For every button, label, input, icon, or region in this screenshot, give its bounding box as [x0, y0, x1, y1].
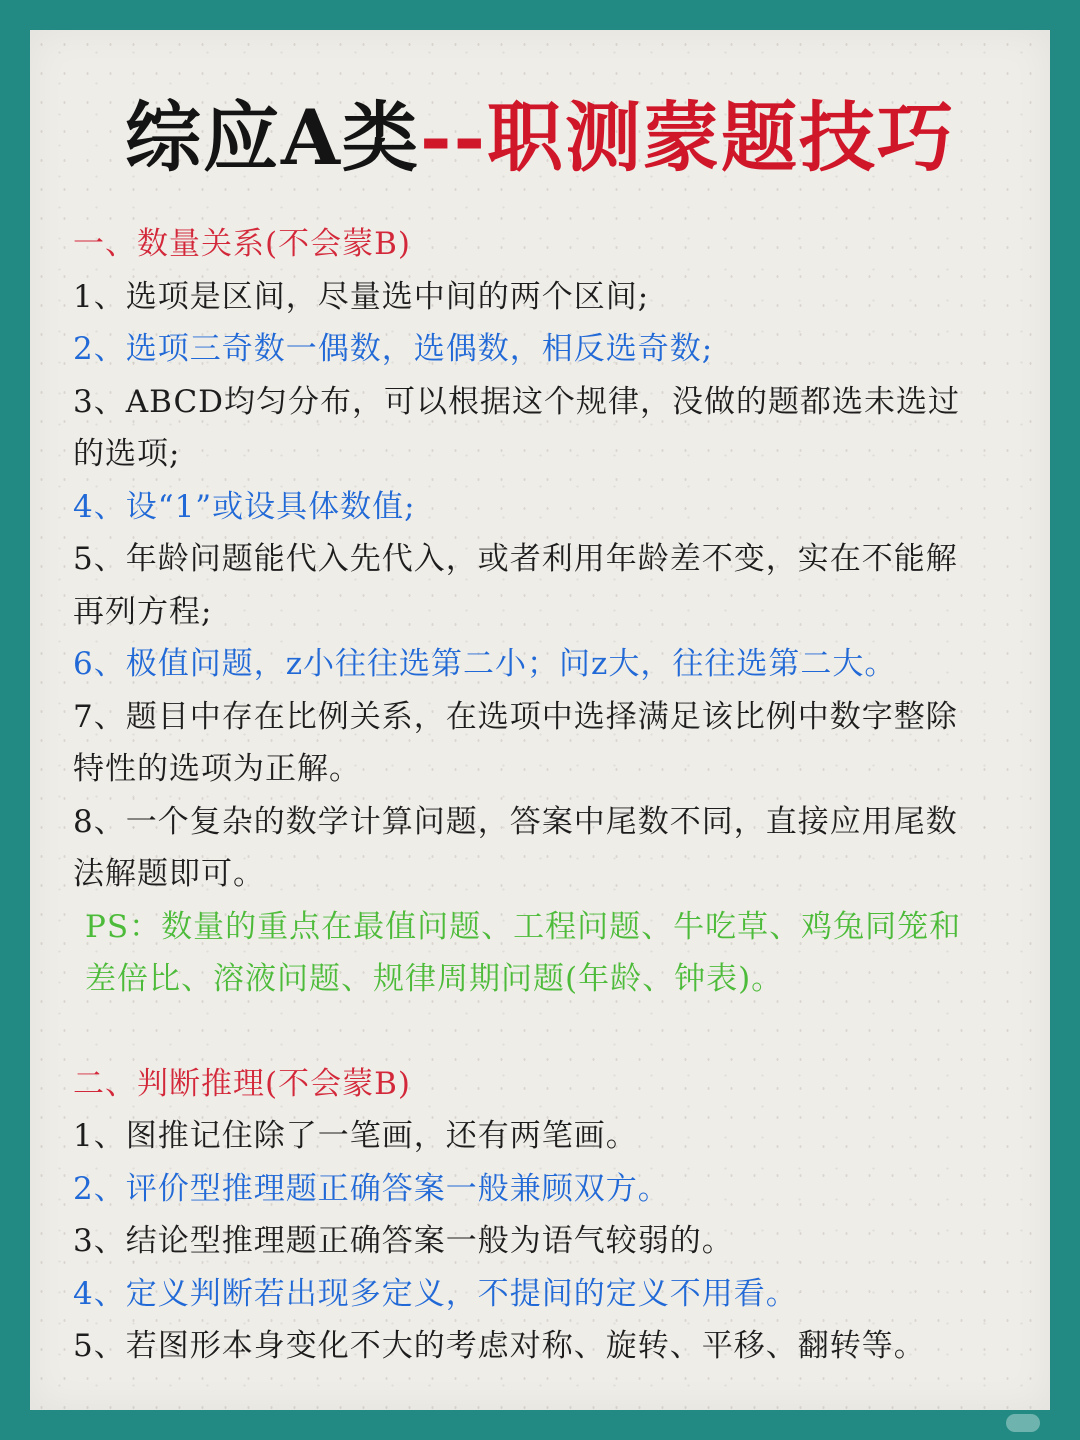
list-item: 1、图推记住除了一笔画，还有两笔画。 — [73, 1118, 638, 1154]
list-item: 3、结论型推理题正确答案一般为语气较弱的。 — [73, 1223, 734, 1259]
section-heading-quantity: 一、数量关系(不会蒙B) — [73, 226, 411, 262]
list-item: 2、评价型推理题正确答案一般兼顾双方。 — [73, 1170, 670, 1207]
list-item: 7、题目中存在比例关系，在选项中选择满足该比例中数字整除特性的选项为正解。 — [73, 698, 958, 787]
list-item: 4、设“1”或设具体数值; — [73, 488, 416, 525]
list-item: 3、ABCD均匀分布，可以根据这个规律，没做的题都选未选过的选项; — [73, 383, 961, 472]
list-item: 5、年龄问题能代入先代入，或者利用年龄差不变，实在不能解再列方程; — [73, 541, 958, 630]
content-body — [73, 218, 988, 1373]
title-main: 综应A类 — [124, 93, 420, 182]
list-item: 8、一个复杂的数学计算问题，答案中尾数不同，直接应用尾数法解题即可。 — [73, 803, 958, 892]
list-item: 6、极值问题，z小往往选第二小；问z大，往往选第二大。 — [73, 646, 897, 682]
list-item: 2、选项三奇数一偶数，选偶数，相反选奇数; — [73, 331, 714, 367]
title-sub: --职测蒙题技巧 — [419, 93, 956, 182]
page-title — [0, 88, 1080, 188]
list-item: 1、选项是区间，尽量选中间的两个区间; — [73, 278, 650, 315]
section-gap — [73, 1006, 988, 1058]
ps-note: PS：数量的重点在最值问题、工程问题、牛吃草、鸡兔同笼和差倍比、溶液问题、规律周期问题(年龄、钟表)。 — [85, 908, 962, 997]
list-item: 4、定义判断若出现多定义，不提间的定义不用看。 — [73, 1275, 798, 1312]
list-item: 5、若图形本身变化不大的考虑对称、旋转、平移、翻转等。 — [73, 1328, 926, 1364]
watermark-logo — [1006, 1414, 1040, 1432]
section-heading-reasoning: 二、判断推理(不会蒙B) — [73, 1065, 411, 1102]
